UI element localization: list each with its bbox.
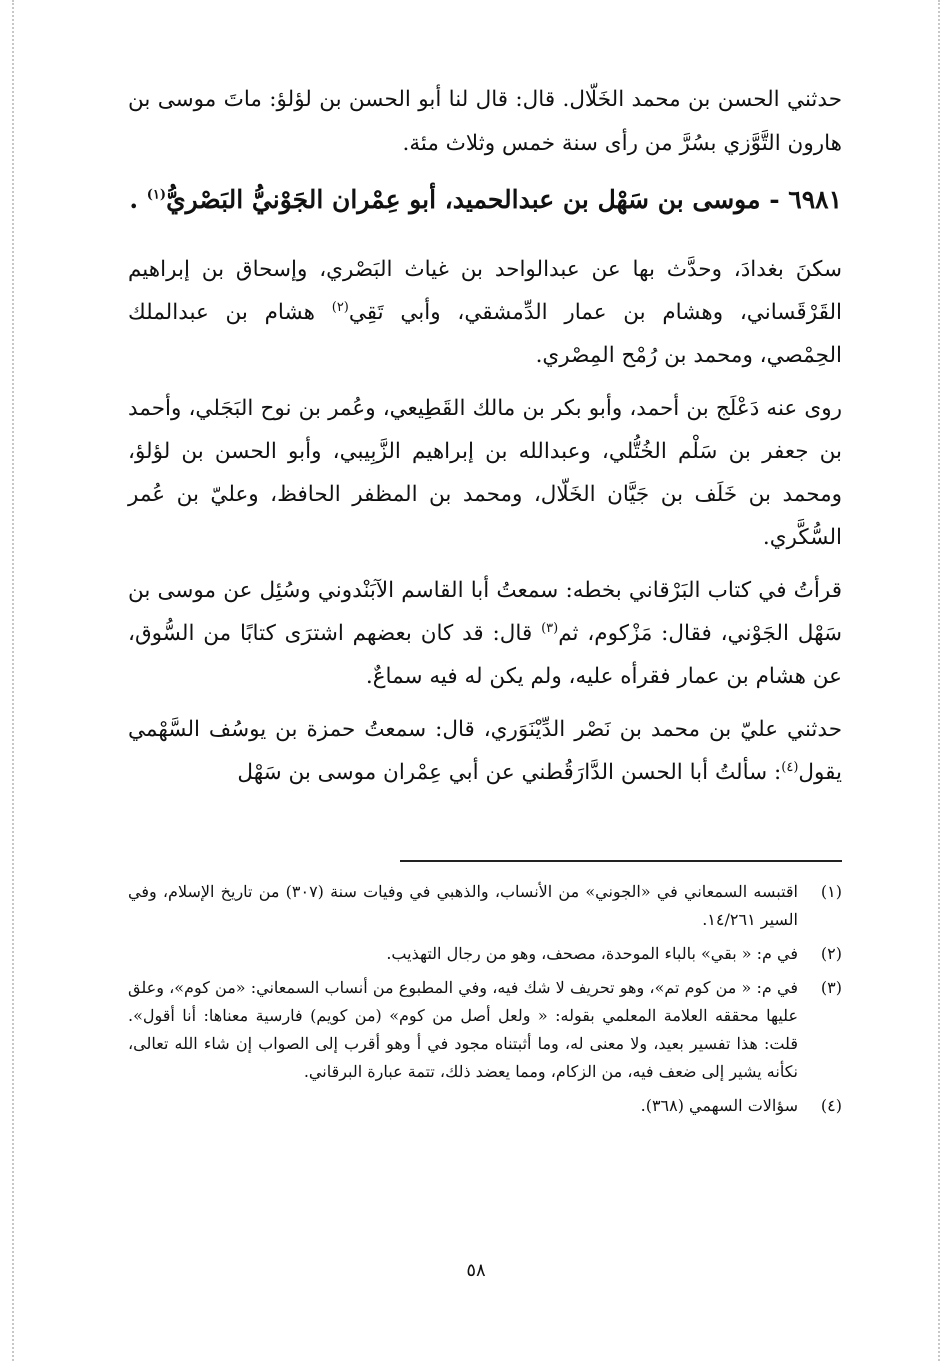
page-number: ٥٨: [466, 1260, 486, 1281]
residence-text-b: هشام بن عبدالملك الحِمْصي، ومحمد بن رُمْح المِصْري.: [128, 300, 842, 368]
sahmi-text-a: حدثني عليّ بن محمد بن نَصْر الدِّيْنَوَري، قال: سمعتُ حمزة بن يوسُف السَّهْمي يقول: [128, 717, 842, 785]
right-scan-margin: [938, 0, 940, 1361]
sahmi-text-b: : سألتُ أبا الحسن الدَّارَقُطني عن أبي عِمْران موسى بن سَهْل: [237, 760, 782, 785]
footnote-ref-2: (٢): [331, 299, 349, 315]
footnote-text: في م: « بقي» بالباء الموحدة، مصحف، وهو من رجال التهذيب.: [386, 944, 798, 963]
barqani-paragraph: [128, 569, 842, 698]
residence-text-a: سكنَ بغدادَ، وحدَّث بها عن عبدالواحد بن غياث البَصْري، وإسحاق بن إبراهيم القَرْقَساني، وهشام بن عمار الدِّمشقي، وأبي تَقِي: [128, 257, 842, 325]
footnote: [128, 878, 842, 934]
footnote-ref-3: (٣): [541, 620, 559, 636]
sahmi-paragraph: [128, 708, 842, 794]
footnote-text: في م: « من كوم تم»، وهو تحريف لا شك فيه، وفي المطبوع من أنساب السمعاني: «من كوم»، وعلق عليها محققه العلامة المعلمي بقوله: « ولعل أصل من كوم» (من كويم) فارسية معناها: أنا أقول». قلت: هذا تفسير بعيد، ولا معنى له، وما أثبتناه مجود في أ وهو أقرب إلى الصواب إن شاء الله تعالى، نكأنه يشير إلى ضعف فيه، من الزكام، ومما يعضد ذلك، تتمة عبارة البرقاني.: [128, 978, 798, 1081]
footnote-number: (٣): [820, 978, 842, 997]
footnote-number: (٤): [820, 1096, 842, 1115]
footnote-number: (١): [820, 882, 842, 901]
opening-paragraph: حدثني الحسن بن محمد الخَلّال. قال: قال لنا أبو الحسن بن لؤلؤ: ماتَ موسى بن هارون التَّوَّزي بسُرَّ من رأى سنة خمس وثلاث مئة.: [128, 87, 842, 156]
footnote-text: سؤالات السهمي (٣٦٨).: [640, 1096, 798, 1115]
left-scan-margin: [12, 0, 14, 1361]
footnote: [128, 940, 842, 968]
footnote-ref-1: (١): [146, 187, 167, 203]
barqani-text-b: قال: قد كان بعضهم اشترَى كتابًا من السُّوق، عن هشام بن عمار فقرأه عليه، ولم يكن له فيه سماعٌ.: [128, 621, 842, 689]
footnote-text: اقتبسه السمعاني في «الجوني» من الأنساب، والذهبي في وفيات سنة (٣٠٧) من تاريخ الإسلام، وفي السير ١٤/٢٦١.: [128, 882, 799, 929]
residence-paragraph: [128, 248, 842, 377]
narrators-paragraph: روى عنه دَعْلَج بن أحمد، وأبو بكر بن مالك القَطِيعي، وعُمر بن نوح البَجَلي، وأحمد بن جعفر بن سَلْم الخُتُّلي، وعبدالله بن إبراهيم الزَّبِيبي، وأبو الحسن بن لؤلؤ، ومحمد بن خَلَف بن جَيَّان الخَلّال، ومحمد بن المظفر الحافظ، وعليّ بن عُمر السُّكَّري.: [128, 396, 842, 550]
footnote-number: (٢): [820, 944, 842, 963]
footnote-divider: [400, 860, 842, 862]
footnote: [128, 974, 842, 1086]
footnote-ref-4: (٤): [781, 759, 799, 775]
footnotes: [128, 878, 842, 1126]
barqani-text-a: قرأتُ في كتاب البَرْقاني بخطه: سمعتُ أبا القاسم الآبَنْدوني وسُئِل عن موسى بن سَهْل الجَوْني، فقال: مَزْكوم، ثم: [128, 578, 842, 646]
entry-heading: ٦٩٨١ - موسى بن سَهْل بن عبدالحميد، أبو عِمْران الجَوْنيُّ البَصْريُّ$^{(١)}$ .: [129, 185, 842, 214]
entry-title: ٦٩٨١ - موسى بن سَهْل بن عبدالحميد، أبو عِمْران الجَوْنيُّ البَصْريُّ: [166, 185, 842, 214]
main-text: [128, 78, 842, 794]
footnote: [128, 1092, 842, 1120]
